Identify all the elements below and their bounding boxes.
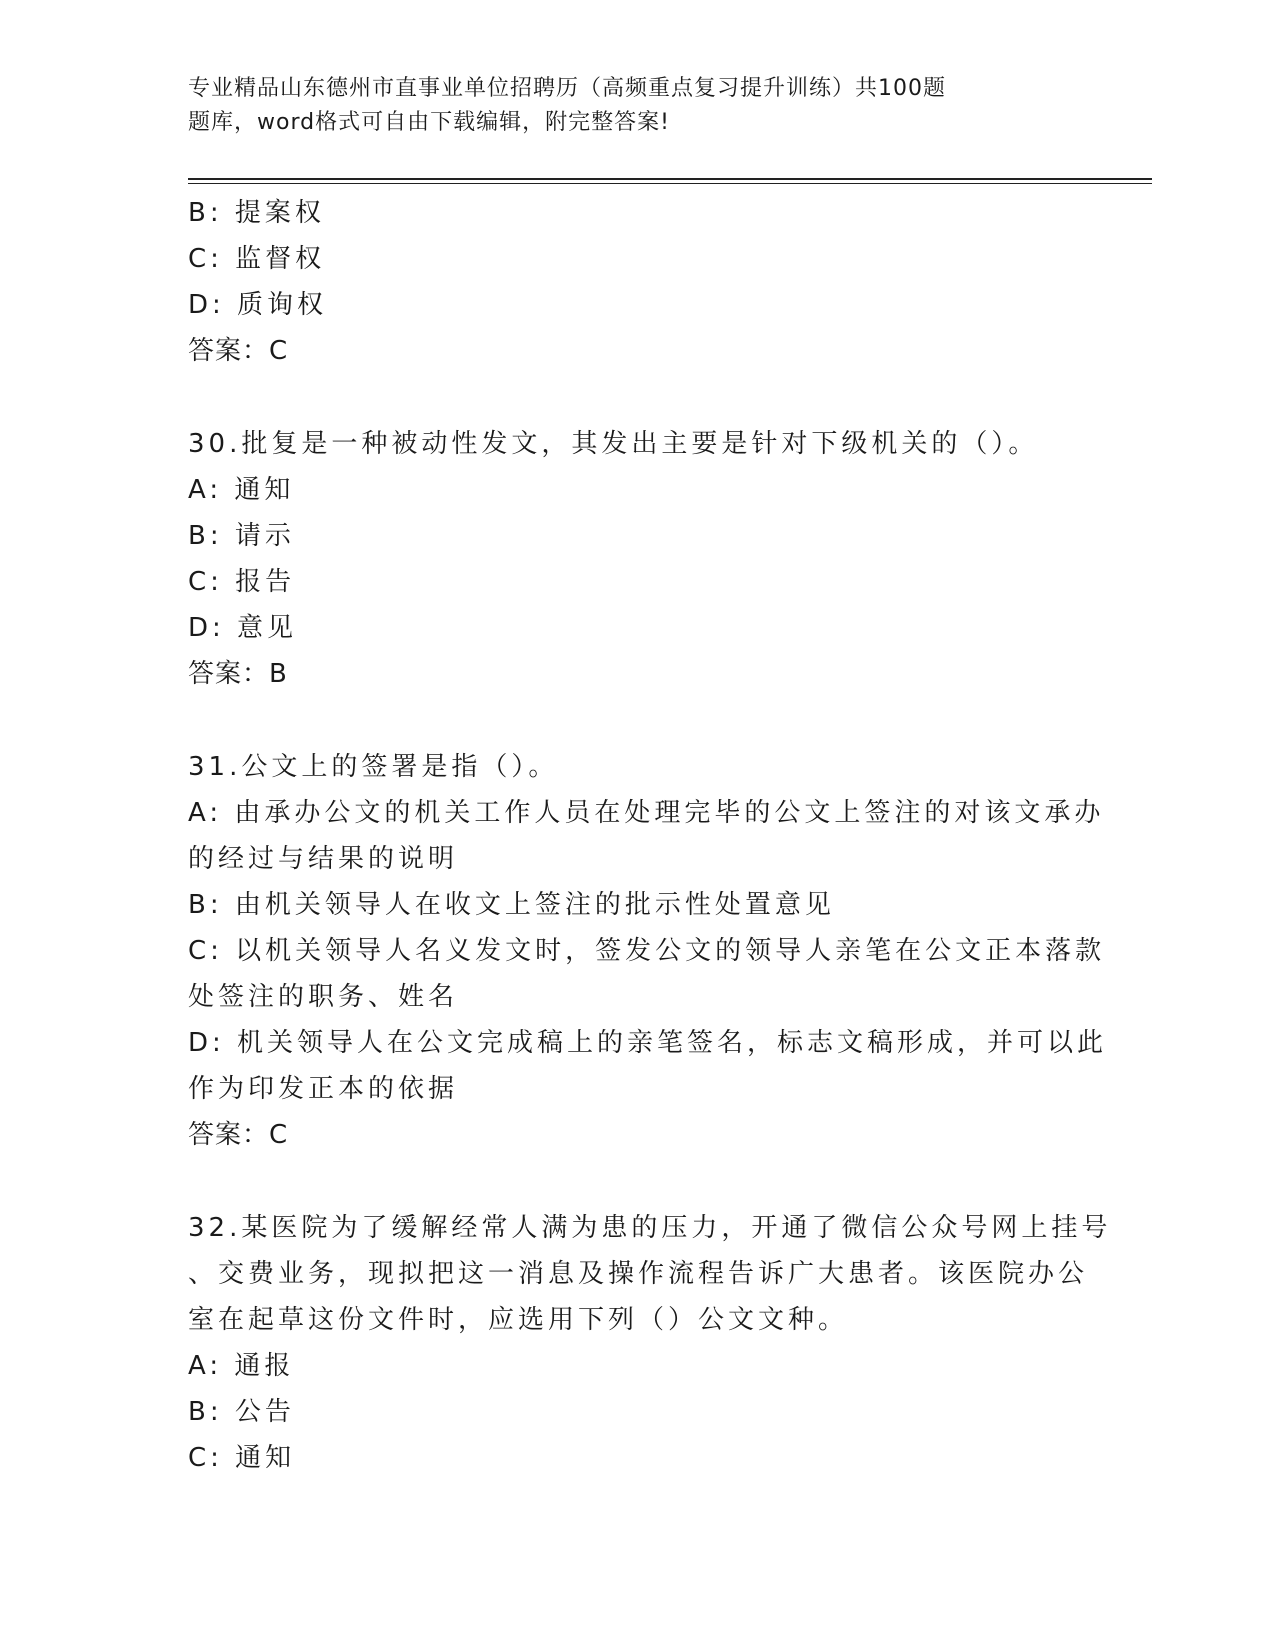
header-divider-thin [188, 183, 1152, 184]
answer-line: 答案：C [188, 1120, 289, 1150]
option-d: D: 机关领导人在公文完成稿上的亲笔签名，标志文稿形成，并可以此 [188, 1028, 1108, 1058]
option-c: C: 通知 [188, 1443, 296, 1473]
question-31 [188, 744, 1108, 1158]
option-b: B: 公告 [188, 1397, 295, 1427]
question-29-continued [188, 190, 1088, 374]
spacer [188, 374, 1088, 421]
option-c: C: 报告 [188, 567, 296, 597]
option-c: C: 监督权 [188, 244, 326, 274]
option-b: B: 请示 [188, 521, 295, 551]
option-a: A: 通报 [188, 1351, 295, 1381]
option-a-continued: 的经过与结果的说明 [188, 844, 459, 874]
option-d-continued: 作为印发正本的依据 [188, 1074, 459, 1104]
question-30 [188, 421, 1088, 697]
question-stem-continued: 、交费业务，现拟把这一消息及操作流程告诉广大患者。该医院办公 [188, 1259, 1089, 1289]
question-stem: 32.某医院为了缓解经常人满为患的压力，开通了微信公众号网上挂号 [188, 1213, 1112, 1243]
answer-line: 答案：C [188, 336, 289, 366]
option-a: A: 通知 [188, 475, 295, 505]
option-c: C: 以机关领导人名义发文时，签发公文的领导人亲笔在公文正本落款 [188, 936, 1106, 966]
question-stem: 31.公文上的签署是指（）。 [188, 752, 559, 782]
document-header [188, 72, 1018, 140]
header-line-1: 专业精品山东德州市直事业单位招聘历（高频重点复习提升训练）共100题 [188, 76, 946, 101]
option-a: A: 由承办公文的机关工作人员在处理完毕的公文上签注的对该文承办 [188, 798, 1105, 828]
answer-line: 答案：B [188, 659, 288, 689]
option-b: B: 由机关领导人在收文上签注的批示性处置意见 [188, 890, 835, 920]
option-d: D: 意见 [188, 613, 298, 643]
question-stem-continued: 室在起草这份文件时，应选用下列（）公文文种。 [188, 1305, 849, 1335]
question-content [188, 190, 1112, 1481]
option-c-continued: 处签注的职务、姓名 [188, 982, 459, 1012]
header-line-2: 题库，word格式可自由下载编辑，附完整答案! [188, 110, 670, 135]
spacer [188, 697, 1088, 744]
question-stem: 30.批复是一种被动性发文，其发出主要是针对下级机关的（）。 [188, 429, 1039, 459]
header-divider [188, 178, 1152, 180]
option-b: B: 提案权 [188, 198, 325, 228]
spacer [188, 1158, 1088, 1205]
option-d: D: 质询权 [188, 290, 328, 320]
question-32 [188, 1205, 1112, 1481]
